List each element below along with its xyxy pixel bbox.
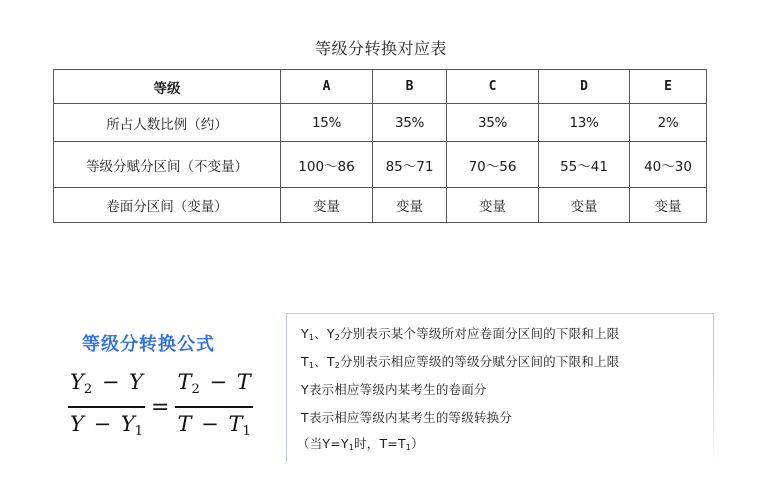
subscript: 2 (191, 382, 200, 398)
header-grade-c: C (447, 70, 539, 104)
subscript: 1 (308, 361, 315, 370)
var-y: Y (70, 411, 84, 436)
cell-value: 变量 (281, 188, 373, 223)
lhs-fraction (68, 369, 145, 445)
header-grade-d: D (539, 70, 630, 104)
fraction-bar (175, 406, 252, 408)
subscript: 2 (83, 382, 93, 398)
header-grade-b: B (373, 70, 447, 104)
subscript: 1 (348, 443, 355, 452)
var-t1: T (301, 354, 309, 369)
var-t: T (177, 411, 192, 436)
var-y1: Y (120, 411, 135, 436)
var-y2: Y (326, 326, 335, 341)
cell-value: 变量 (447, 188, 539, 223)
minus-sign: − (201, 411, 219, 436)
fraction-bar (68, 406, 145, 408)
cell-value: 13% (539, 104, 630, 142)
lhs-numerator (68, 369, 145, 403)
table-title: 等级分转换对应表 (314, 39, 447, 58)
legend-line-y-bounds (301, 324, 619, 342)
grade-conversion-table (53, 69, 707, 223)
var-t2: T (326, 354, 335, 369)
header-grade-a: A (281, 70, 373, 104)
subscript: 1 (405, 443, 412, 452)
legend-text: （当Y=Y (297, 436, 349, 451)
minus-sign: − (93, 411, 112, 436)
lhs-denominator (68, 411, 145, 445)
separator: 、 (314, 326, 327, 341)
cell-value: 2% (630, 104, 707, 142)
legend-line-condition (297, 434, 424, 452)
legend-text: 分别表示某个等级所对应卷面分区间的下限和上限 (339, 326, 620, 341)
rhs-denominator (175, 411, 252, 445)
legend-line-t-bounds (301, 352, 619, 370)
legend-line-t: T表示相应等级内某考生的等级转换分 (301, 410, 513, 425)
legend-text: ） (411, 436, 424, 451)
header-grade-e: E (630, 70, 707, 104)
row-label: 等级分赋分区间（不变量） (54, 142, 281, 188)
legend-line-y: Y表示相应等级内某考生的卷面分 (301, 382, 487, 397)
legend-text: 时，T=T (354, 436, 406, 451)
header-grade-label: 等级 (54, 70, 281, 104)
subscript: 2 (334, 333, 340, 342)
rhs-numerator (175, 369, 252, 403)
cell-value: 变量 (539, 188, 630, 223)
cell-value: 40～30 (630, 142, 707, 188)
cell-value: 变量 (373, 188, 447, 223)
subscript: 1 (308, 333, 315, 342)
table-row-percentage (54, 104, 707, 142)
table-header-row (54, 70, 707, 104)
cell-value: 15% (281, 104, 373, 142)
cell-value: 变量 (630, 188, 707, 223)
minus-sign: − (209, 370, 228, 395)
cell-value: 85～71 (373, 142, 447, 188)
subscript: 2 (334, 361, 340, 370)
row-label: 所占人数比例（约） (54, 104, 281, 142)
cell-value: 70～56 (447, 142, 539, 188)
conversion-formula (68, 372, 253, 442)
table-row-raw-score-range (54, 188, 707, 223)
subscript: 1 (242, 423, 251, 439)
table-row-score-range (54, 142, 707, 188)
minus-sign: − (101, 370, 120, 395)
cell-value: 35% (373, 104, 447, 142)
formula-title: 等级分转换公式 (82, 334, 215, 355)
var-y2: Y (70, 370, 84, 395)
var-t1: T (228, 411, 243, 436)
legend-text: 分别表示相应等级的等级分赋分区间的下限和上限 (339, 354, 620, 369)
var-t2: T (177, 370, 192, 395)
var-y1: Y (301, 326, 309, 341)
formula-legend-box (286, 313, 714, 462)
rhs-fraction (175, 369, 252, 445)
equals-sign: = (151, 394, 170, 420)
var-y: Y (129, 370, 144, 395)
separator: 、 (314, 354, 327, 369)
var-t: T (236, 370, 251, 395)
cell-value: 100～86 (281, 142, 373, 188)
subscript: 1 (134, 423, 144, 439)
cell-value: 55～41 (539, 142, 630, 188)
cell-value: 35% (447, 104, 539, 142)
row-label: 卷面分区间（变量） (54, 188, 281, 223)
